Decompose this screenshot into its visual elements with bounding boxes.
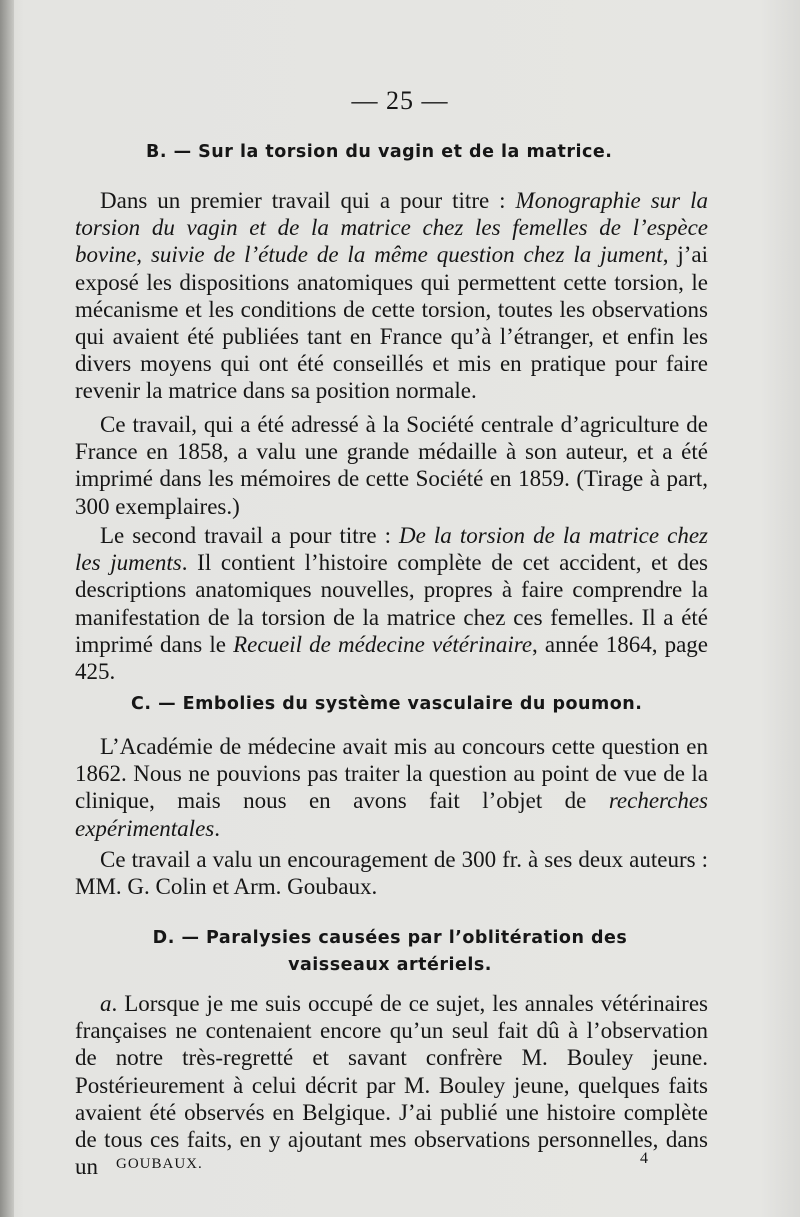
paragraph-b-1: [75, 187, 708, 405]
text-run: .: [214, 815, 220, 841]
text-run: . Il contient l’histoire complète de cet accident, et des descriptions anatomiques nouvelles, propres à faire comprendre la manifestation de la torsion de la matrice chez ces femelles. Il a été imprimé dans le: [75, 550, 709, 657]
text-run: , j’ai exposé les dispositions anatomiques qui permettent cette torsion, le mécanisme et les conditions de cette torsion, toutes les observations qui avaient été publiées tant en France qu’à l’étranger, et enfin les divers moyens qui ont été conseillés et mis en pratique pour faire revenir la matrice dans sa position normale.: [75, 242, 708, 404]
text-run: Dans un premier travail qui a pour titre :: [100, 188, 516, 213]
paragraph-b-2: Ce travail, qui a été adressé à la Société centrale d’agriculture de France en 1858, a valu une grande médaille à son auteur, et a été imprimé dans les mémoires de cette Société en 1859. (Tirage à part, 300 exemplaires.): [75, 412, 708, 519]
paragraph-c-2: Ce travail a valu un encouragement de 300 fr. à ses deux auteurs : MM. G. Colin et Arm. Goubaux.: [75, 847, 708, 900]
italic-title: Monographie sur la torsion du vagin et de la matrice chez les femelles de l’espèce bovine, suivie de l’étude de la même question chez la jument: [75, 188, 709, 268]
section-heading-c: C. — Embolies du système vasculaire du poumon.: [131, 694, 643, 714]
page-gutter: [0, 0, 14, 1217]
section-heading-b: B. — Sur la torsion du vagin et de la matrice.: [146, 142, 613, 162]
footer-author: GOUBAUX.: [116, 1156, 203, 1172]
item-letter: a: [100, 991, 112, 1016]
section-heading-d: D. — Paralysies causées par l’oblitération des vaisseaux artériels.: [152, 928, 628, 975]
page-number: — 25 —: [351, 86, 449, 115]
italic-journal: Recueil de médecine vétérinaire: [233, 631, 533, 657]
paragraph-c-1: [75, 733, 708, 842]
italic-title: De la torsion de la matrice chez les juments: [75, 523, 708, 576]
paragraph-b-3: [75, 522, 708, 685]
italic-phrase: recherches expérimentales: [75, 788, 708, 841]
text-run: , année 1864, page 425.: [75, 631, 708, 685]
text-run: Le second travail a pour titre :: [100, 523, 400, 548]
signature-mark: 4: [640, 1150, 648, 1167]
text-run: . Lorsque je me suis occupé de ce sujet, les annales vétérinaires françaises ne contenaient encore qu’un seul fait dû à l’observation de notre très-regretté et savant confrère M. Bouley jeune. Postérieurement à celui décrit par M. Bouley jeune, quelques faits avaient été observés en Belgique. J’ai publié une histoire complète de tous ces faits, en y ajoutant mes observations personnelles, dans un: [75, 991, 708, 1180]
text-run: L’Académie de médecine avait mis au concours cette question en 1862. Nous ne pouvions pas traiter la question au point de vue de la clinique, mais nous en avons fait l’objet de: [75, 734, 708, 814]
paragraph-d-1: [75, 990, 708, 1180]
